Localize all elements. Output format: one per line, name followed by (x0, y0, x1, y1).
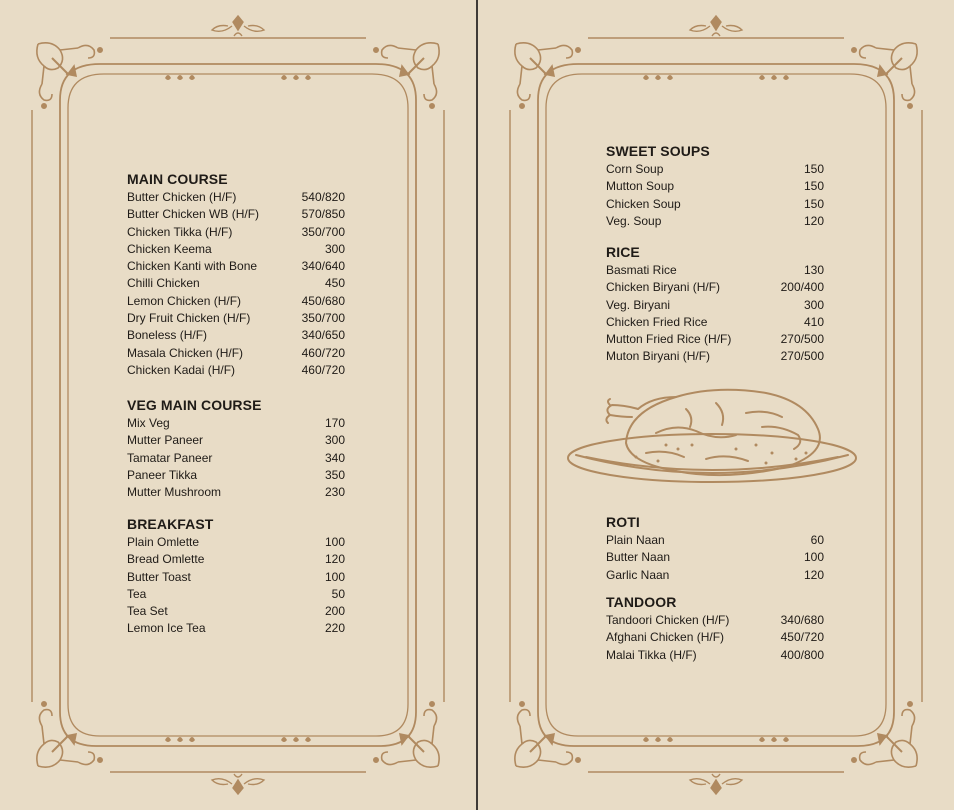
menu-section-sweet-soups (606, 142, 824, 230)
menu-item-name: Plain Naan (606, 533, 665, 547)
menu-item (127, 362, 345, 379)
menu-item-name: Veg. Biryani (606, 297, 671, 312)
menu-item-name: Chilli Chicken (127, 276, 200, 291)
menu-item (606, 279, 824, 296)
menu-page-left (0, 0, 476, 810)
menu-item-name: Tea (127, 586, 147, 601)
menu-section-roti (606, 513, 824, 584)
menu-item (606, 297, 824, 314)
section-title: TANDOOR (606, 594, 677, 610)
menu-item-price: 130 (803, 263, 824, 277)
menu-item-price: 450 (324, 276, 345, 291)
section-title: MAIN COURSE (127, 171, 228, 187)
menu-section-tandoor (606, 593, 824, 664)
menu-item-price: 300 (324, 433, 345, 448)
menu-item-name: Butter Chicken WB (H/F) (127, 207, 260, 222)
menu-item-price: 300 (803, 297, 824, 312)
menu-item-name: Dry Fruit Chicken (H/F) (127, 311, 251, 326)
menu-item-name: Bread Omlette (127, 552, 205, 567)
menu-item-price: 460/720 (301, 345, 345, 360)
menu-item-name: Boneless (H/F) (127, 328, 208, 343)
menu-item-name: Chicken Tikka (H/F) (127, 224, 233, 239)
menu-item-price: 230 (324, 485, 345, 500)
menu-item-name: Muton Biryani (H/F) (606, 349, 711, 364)
menu-item-price: 270/500 (780, 349, 824, 364)
menu-item (606, 262, 824, 279)
menu-item (127, 467, 345, 484)
menu-item-name: Lemon Ice Tea (127, 621, 206, 636)
menu-item (127, 415, 345, 432)
menu-item-price: 100 (324, 535, 345, 549)
roast-chicken-on-plate-illustration (566, 383, 858, 495)
menu-item-price: 450/680 (301, 293, 345, 308)
menu-item-name: Chicken Kanti with Bone (127, 259, 258, 274)
menu-item-name: Tamatar Paneer (127, 450, 213, 465)
menu-item-price: 200 (324, 604, 345, 619)
menu-item-name: Afghani Chicken (H/F) (606, 630, 725, 645)
menu-item (606, 314, 824, 331)
menu-item-price: 340/650 (301, 328, 345, 343)
menu-item-price: 150 (803, 179, 824, 194)
section-title: RICE (606, 244, 640, 260)
menu-item-name: Corn Soup (606, 162, 664, 176)
menu-item (606, 612, 824, 629)
menu-item-price: 100 (803, 550, 824, 565)
menu-item-name: Chicken Biryani (H/F) (606, 280, 721, 295)
menu-item-name: Malai Tikka (H/F) (606, 647, 697, 662)
menu-item-name: Plain Omlette (127, 535, 200, 549)
menu-item (606, 549, 824, 566)
menu-item (127, 293, 345, 310)
menu-item-price: 200/400 (780, 280, 824, 295)
menu-item (606, 532, 824, 549)
menu-item (127, 327, 345, 344)
menu-item-price: 410 (803, 314, 824, 329)
menu-item (606, 629, 824, 646)
menu-item-price: 540/820 (301, 190, 345, 204)
menu-item-price: 350/700 (301, 311, 345, 326)
section-title: VEG MAIN COURSE (127, 397, 262, 413)
menu-item-price: 120 (803, 567, 824, 582)
menu-item-price: 50 (331, 586, 345, 601)
menu-item-name: Mutter Mushroom (127, 485, 222, 500)
menu-item-price: 120 (803, 213, 824, 228)
menu-item (127, 450, 345, 467)
menu-item (127, 206, 345, 223)
menu-item-name: Veg. Soup (606, 213, 662, 228)
menu-item-price: 150 (803, 162, 824, 176)
menu-item-price: 220 (324, 621, 345, 636)
menu-item-name: Mix Veg (127, 416, 170, 430)
menu-item (127, 224, 345, 241)
menu-item-price: 270/500 (780, 332, 824, 347)
section-title: SWEET SOUPS (606, 143, 710, 159)
menu-item-price: 450/720 (780, 630, 824, 645)
menu-item-price: 150 (803, 196, 824, 211)
menu-item (127, 275, 345, 292)
menu-item-price: 100 (324, 569, 345, 584)
section-title: BREAKFAST (127, 516, 214, 532)
menu-section-main-course (127, 170, 345, 379)
menu-item-name: Butter Naan (606, 550, 671, 565)
menu-item-name: Lemon Chicken (H/F) (127, 293, 242, 308)
menu-item (127, 586, 345, 603)
menu-item-price: 170 (324, 416, 345, 430)
menu-item (127, 551, 345, 568)
menu-item (127, 345, 345, 362)
menu-item (127, 258, 345, 275)
menu-item-name: Chicken Kadai (H/F) (127, 362, 236, 377)
menu-item-name: Mutter Paneer (127, 433, 204, 448)
menu-item-name: Tea Set (127, 604, 168, 619)
menu-item-price: 340 (324, 450, 345, 465)
menu-item (127, 432, 345, 449)
menu-item-price: 350 (324, 467, 345, 482)
menu-item-price: 300 (324, 241, 345, 256)
menu-item (606, 161, 824, 178)
menu-item (127, 620, 345, 637)
menu-item-price: 460/720 (301, 362, 345, 377)
menu-item (127, 189, 345, 206)
menu-section-rice (606, 243, 824, 366)
menu-item-price: 400/800 (780, 647, 824, 662)
menu-item-name: Garlic Naan (606, 567, 670, 582)
menu-item (606, 331, 824, 348)
menu-section-breakfast (127, 515, 345, 638)
menu-item (127, 310, 345, 327)
menu-item-price: 120 (324, 552, 345, 567)
menu-item-name: Paneer Tikka (127, 467, 198, 482)
menu-item (606, 348, 824, 365)
menu-item-name: Masala Chicken (H/F) (127, 345, 244, 360)
menu-item-name: Basmati Rice (606, 263, 677, 277)
menu-item-price: 340/640 (301, 259, 345, 274)
menu-item-price: 350/700 (301, 224, 345, 239)
menu-page-right (478, 0, 954, 810)
menu-item (127, 569, 345, 586)
menu-item-name: Tandoori Chicken (H/F) (606, 613, 730, 627)
menu-item (127, 603, 345, 620)
menu-item (606, 647, 824, 664)
menu-item-price: 570/850 (301, 207, 345, 222)
menu-item-name: Butter Chicken (H/F) (127, 190, 237, 204)
menu-item (606, 178, 824, 195)
menu-item (606, 196, 824, 213)
menu-item-name: Chicken Fried Rice (606, 314, 708, 329)
menu-item (606, 567, 824, 584)
menu-item-name: Mutton Soup (606, 179, 675, 194)
menu-item (127, 534, 345, 551)
menu-item-price: 340/680 (780, 613, 824, 627)
section-title: ROTI (606, 514, 640, 530)
menu-item (127, 484, 345, 501)
menu-item (606, 213, 824, 230)
menu-item-price: 60 (810, 533, 824, 547)
menu-item (127, 241, 345, 258)
menu-item-name: Chicken Keema (127, 241, 212, 256)
menu-item-name: Mutton Fried Rice (H/F) (606, 332, 732, 347)
menu-item-name: Chicken Soup (606, 196, 681, 211)
menu-section-veg-main-course (127, 396, 345, 501)
menu-item-name: Butter Toast (127, 569, 191, 584)
